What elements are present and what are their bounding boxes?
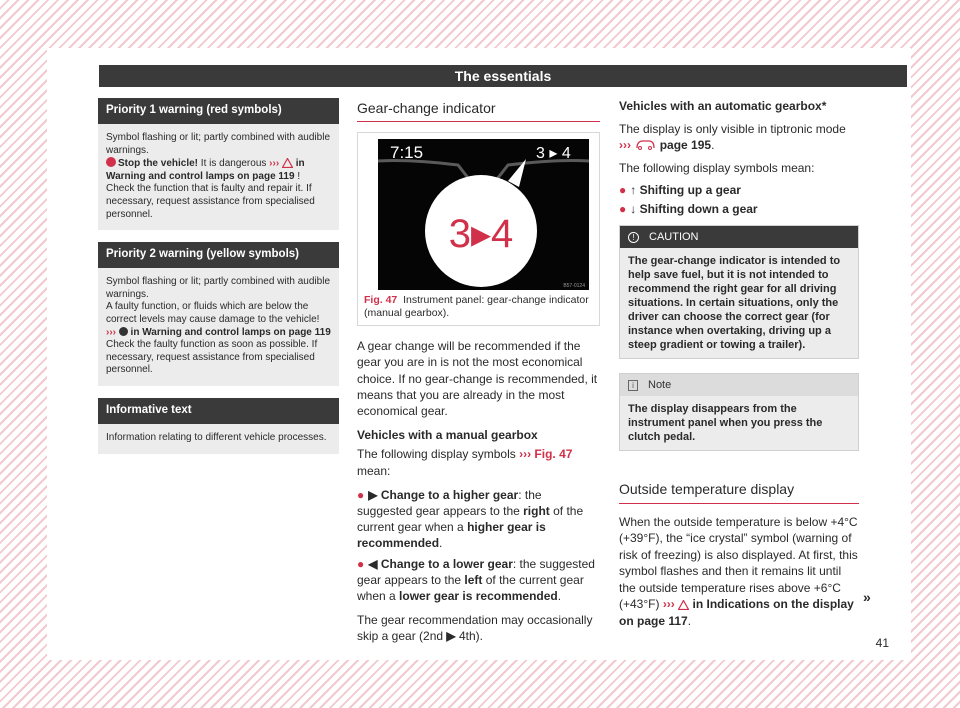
middle-column: Gear-change indicator 7:15 3 ▸ 4 3▸4 B57-0124 Fig. 47 Instrument panel: gear-change indicator (manual gearbox). A gear change will be recommended if the gear you are in is not the most economical choice. If no gear-change is recommended, it means that you are already in the most economical gear. Vehicles with a manual gearbox The following display symbols ››› Fig. 47 mean: ● ▶ Change to a higher gear: the suggested gear appears to the right of the current gear when a higher gear is recommended. ● ◀ Change to a lower gear: the suggested gear appears to the left of the current gear when a lower gear is recommended. The gear recommendation may occasionally skip a gear (2nd ▶ 4th).: [357, 100, 600, 645]
right-arrow-icon: ▶: [368, 487, 378, 502]
priority1-box: Priority 1 warning (red symbols) Symbol flashing or lit; partly combined with audible warnings. Stop the vehicle! It is dangerous ››› in Warning and control lamps on page 119 ! Check the function that is faulty and repair it. If necessary, request assistance from specialised personnel.: [98, 98, 339, 230]
gear-para3: The gear recommendation may occasionally skip a gear (2nd ▶ 4th).: [357, 613, 593, 644]
note-icon: i: [628, 380, 638, 391]
figure-label: Fig. 47: [364, 294, 398, 307]
priority2-line3: Check the faulty function as soon as possible. If necessary, request assistance from specialised personnel.: [106, 339, 318, 376]
priority1-title: Priority 1 warning (red symbols): [98, 98, 339, 124]
automatic-gearbox-title: Vehicles with an automatic gearbox*: [619, 99, 827, 113]
instrument-panel-image: [378, 139, 589, 290]
informative-box: [98, 398, 339, 454]
stop-text: Stop the vehicle!: [118, 158, 199, 170]
right-arrow-icon-2: ▶: [446, 629, 456, 644]
caution-icon: !: [628, 232, 639, 243]
left-arrow-icon: ◀: [368, 556, 378, 571]
right-column: Vehicles with an automatic gearbox* The display is only visible in tiptronic mode ››› page 195. The following display symbols mean: ● ↑ Shifting up a gear ● ↓ Shifting down a gear ! CAUTION The gear-change indicator is intended to help save fuel, but it is not intended to recommend the right gear for all driving situations. In certain situations, only the driver can choose the correct gear (for instance when overtaking, driving up a steep gradient or towing a trailer). i Note The display disappears from the instrument panel when you press the clutch pedal. Outside temperature display When the outside temperature is below +4°C (+39°F), the “ice crystal” symbol (warning of risk of freezing) is also displayed. At first, this symbol flashes and then it remains lit until the outside temperature rises above +6°C (+43°F) ››› in Indications on the display on page 117.: [619, 99, 858, 628]
bullet-higher-gear: ● ▶ Change to a higher gear: the suggested gear appears to the right of the current gear when a higher gear is recommended.: [357, 487, 584, 551]
image-code: B57-0124: [563, 283, 585, 290]
manual-gearbox-title: Vehicles with a manual gearbox: [357, 428, 538, 443]
clock-readout: 7:15: [390, 143, 424, 163]
bullet-shift-down: ● ↓ Shifting down a gear: [619, 201, 758, 216]
small-gear-indicator: 3 ▸ 4: [536, 145, 571, 163]
section-title-outside-temp: Outside temperature display: [619, 481, 859, 504]
stop-icon: [106, 157, 116, 167]
section-title-gear-change: Gear-change indicator: [357, 100, 600, 122]
tiptronic-icon: [634, 138, 656, 150]
down-arrow-icon: ↓: [630, 201, 637, 216]
caution-text: The gear-change indicator is intended to help save fuel, but it is not intended to recommend the right gear for all driving situations. In certain situations, only the driver can choose the correct gear (for instance when overtaking, driving up a steep gradient or towing a trailer).: [620, 248, 858, 358]
page-195-link[interactable]: page 195: [659, 138, 712, 152]
figure-caption: Instrument panel: gear-change indicator (manual gearbox).: [364, 294, 589, 319]
note-box: [619, 373, 859, 451]
continue-marker: »: [863, 589, 871, 605]
instrument-panel-graphic: [378, 139, 589, 290]
page-header: The essentials: [99, 65, 907, 87]
warning-link[interactable]: in Warning and control lamps on page 119: [106, 158, 305, 182]
warning-triangle-icon-2: [678, 600, 689, 610]
caution-title: CAUTION: [649, 230, 699, 243]
caution-box: [619, 225, 859, 359]
priority1-line3: Check the function that is faulty and repair it. If necessary, request assistance from specialised personnel.: [106, 183, 315, 220]
informative-title: Informative text: [98, 398, 339, 424]
info-icon: [119, 327, 128, 336]
indications-link[interactable]: in Indications on the display on page 117: [619, 597, 854, 628]
page: [47, 48, 911, 660]
figure-47: [357, 132, 600, 326]
priority2-box: Priority 2 warning (yellow symbols) Symbol flashing or lit; partly combined with audible warnings. A faulty function, or fluids which are below the correct levels may cause damage to the vehicle! ››› in Warning and control lamps on page 119 Check the faulty function as soon as possible. If necessary, request assistance from specialised personnel.: [98, 242, 339, 386]
page-number: 41: [875, 636, 889, 650]
large-gear-indicator: 3▸4: [448, 212, 514, 257]
fig-link[interactable]: Fig. 47: [534, 447, 573, 462]
warning-triangle-icon: [282, 158, 293, 168]
note-text: The display disappears from the instrument panel when you press the clutch pedal.: [620, 396, 858, 450]
bullet-lower-gear: ● ◀ Change to a lower gear: the suggested gear appears to the left of the current gear when a lower gear is recommended.: [357, 556, 595, 604]
warning-link-2[interactable]: in Warning and control lamps on page 119: [127, 326, 331, 338]
display-symbols-text: The following display symbols mean:: [619, 160, 815, 175]
gear-para1: A gear change will be recommended if the gear you are in is not the most economical choice. If no gear-change is recommended, it means that you are already in the most economical gear.: [357, 339, 598, 419]
bullet-shift-up: ● ↑ Shifting up a gear: [619, 183, 741, 197]
informative-line1: Information relating to different vehicle processes.: [106, 431, 327, 443]
priority2-title: Priority 2 warning (yellow symbols): [98, 242, 339, 268]
left-column: [98, 98, 339, 466]
note-title: Note: [648, 378, 672, 391]
priority1-line1: Symbol flashing or lit; partly combined with audible warnings.: [106, 132, 330, 156]
priority2-line1: Symbol flashing or lit; partly combined with audible warnings.: [106, 276, 330, 300]
up-arrow-icon: ↑: [630, 183, 637, 197]
